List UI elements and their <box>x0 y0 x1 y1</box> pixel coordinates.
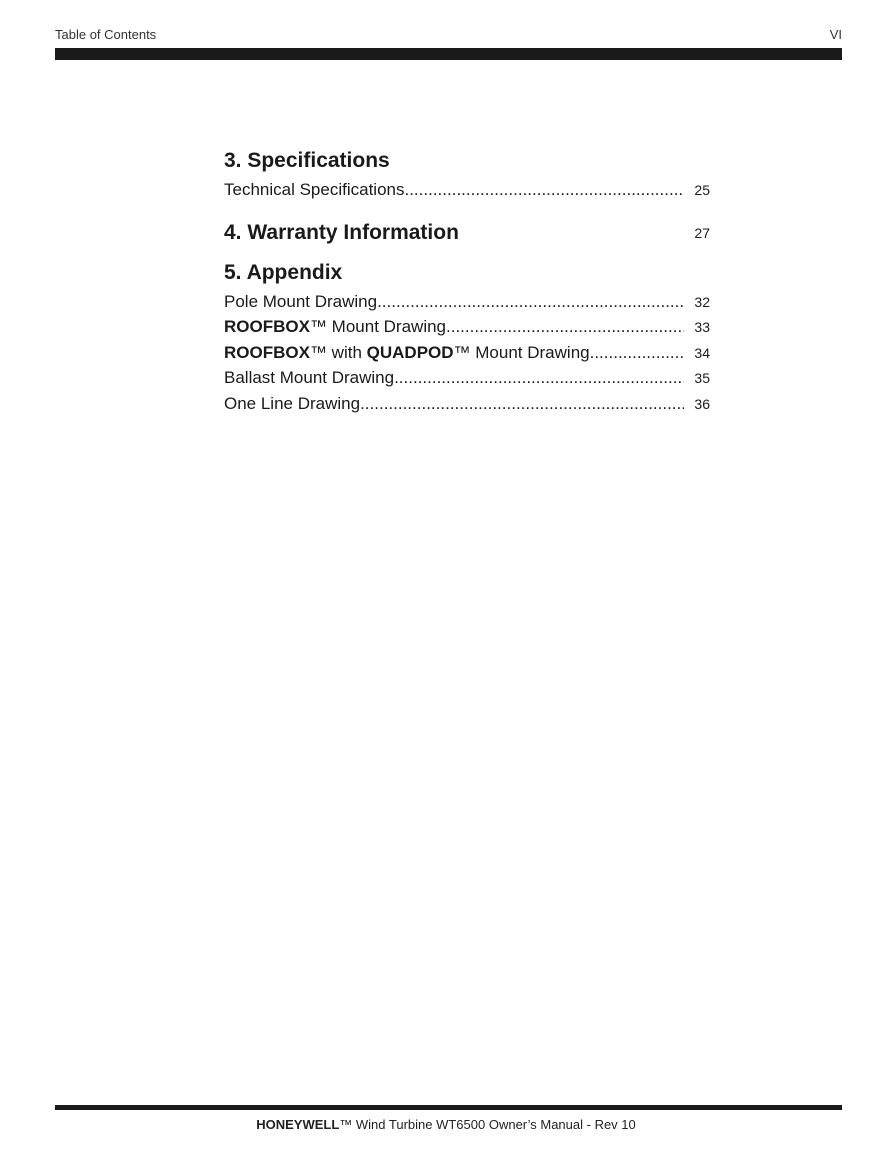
toc-heading-appendix[interactable] <box>224 257 710 289</box>
toc-entry-roofbox-mount-drawing[interactable] <box>224 314 710 340</box>
entry-page: 33 <box>694 319 710 335</box>
leader-dots <box>590 340 684 366</box>
toc-entry-one-line-drawing[interactable] <box>224 391 710 417</box>
toc-entry-roofbox-quadpod-mount-drawing[interactable] <box>224 340 710 366</box>
entry-page: 25 <box>694 182 710 198</box>
toc-heading-warranty[interactable] <box>224 217 710 249</box>
entry-title-rest: ™ Mount Drawing <box>309 317 447 336</box>
leader-dots <box>446 314 684 340</box>
entry-title-mid: ™ with <box>309 342 367 362</box>
header-rule <box>55 48 842 60</box>
page-number: VI <box>829 27 842 42</box>
running-header-label: Table of Contents <box>55 27 157 42</box>
heading-text: 5. Appendix <box>224 260 343 284</box>
brand-quadpod: QUADPOD <box>366 342 454 362</box>
entry-title: Technical Specifications <box>224 180 405 199</box>
toc-entry-ballast-mount-drawing[interactable] <box>224 365 710 391</box>
entry-title <box>224 314 446 340</box>
entry-page: 34 <box>694 344 710 361</box>
entry-page: 32 <box>694 293 710 310</box>
brand-roofbox: ROOFBOX <box>224 317 310 336</box>
entry-page: 35 <box>694 370 710 386</box>
entry-title <box>224 340 590 366</box>
heading-text: 3. Specifications <box>224 149 390 172</box>
heading-page: 27 <box>694 224 710 241</box>
footer-text: ™ Wind Turbine WT6500 Owner’s Manual - Rev 10 <box>339 1117 636 1132</box>
leader-dots <box>360 391 684 417</box>
entry-title: Ballast Mount Drawing <box>224 368 395 387</box>
footer-rule <box>55 1105 842 1110</box>
footer-brand: HONEYWELL <box>256 1117 340 1132</box>
toc-entry-technical-specifications[interactable] <box>224 177 710 203</box>
leader-dots <box>377 289 684 315</box>
brand-roofbox: ROOFBOX <box>224 342 310 362</box>
entry-title: One Line Drawing <box>224 393 361 413</box>
toc-entry-pole-mount-drawing[interactable] <box>224 289 710 315</box>
heading-text: 4. Warranty Information <box>224 220 459 244</box>
leader-dots <box>394 365 684 391</box>
entry-title: Pole Mount Drawing <box>224 291 378 311</box>
table-of-contents <box>224 145 710 416</box>
entry-page: 36 <box>694 395 710 412</box>
toc-heading-specifications[interactable] <box>224 145 710 177</box>
running-footer <box>0 1117 892 1132</box>
leader-dots <box>404 177 684 203</box>
entry-title-rest: ™ Mount Drawing <box>453 342 590 362</box>
